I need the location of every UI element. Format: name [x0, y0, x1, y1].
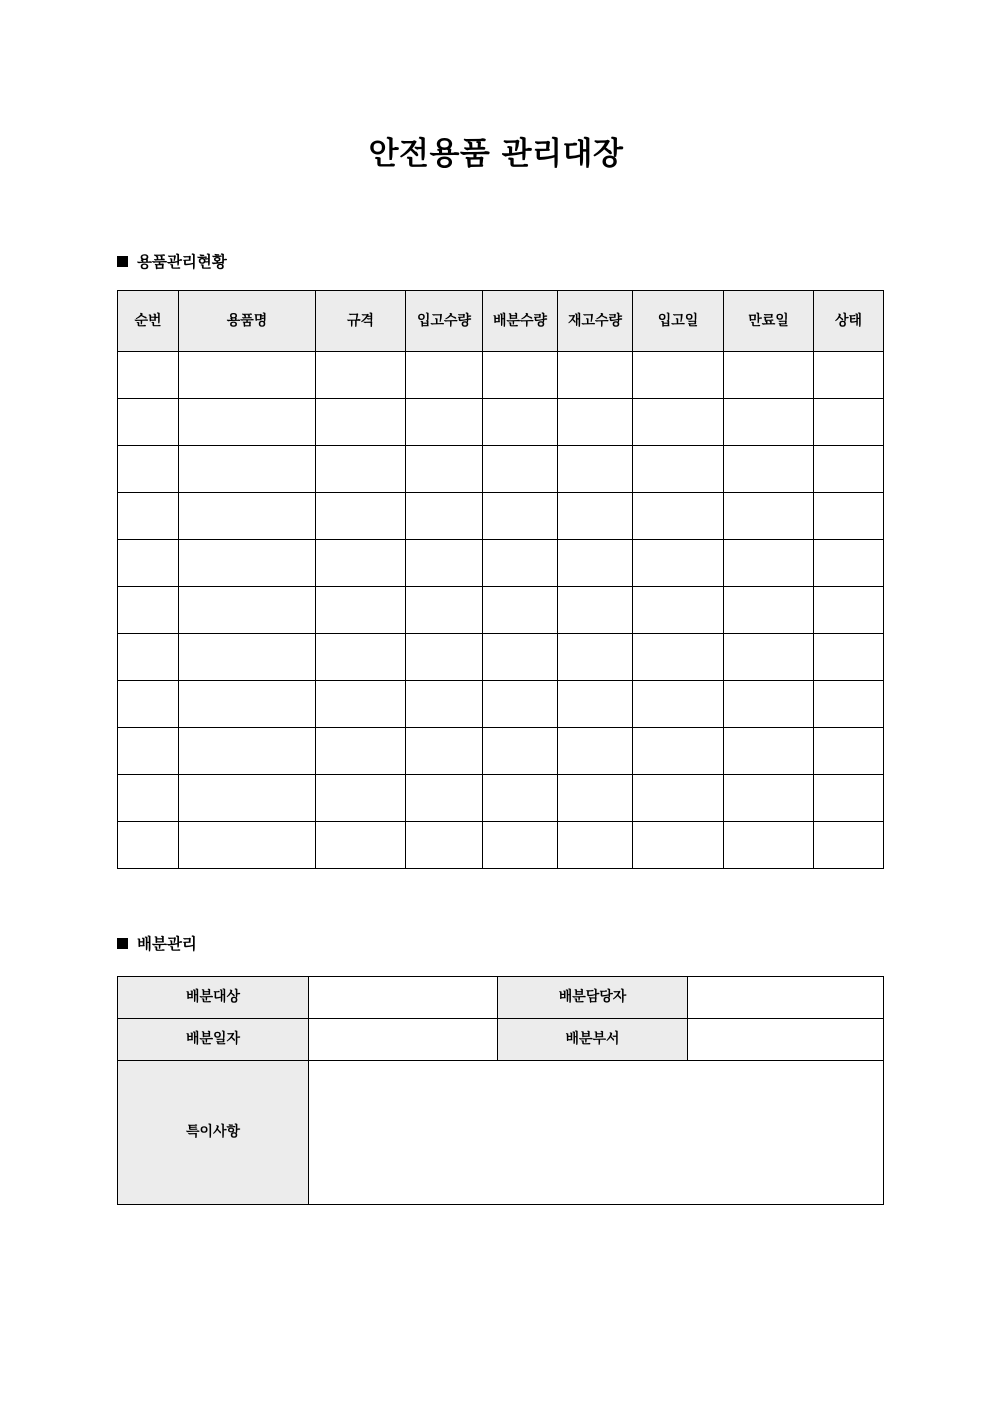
table-cell[interactable] — [814, 728, 884, 775]
table-row — [118, 634, 884, 681]
table-cell[interactable] — [483, 493, 558, 540]
table-cell[interactable] — [558, 493, 633, 540]
table-cell[interactable] — [814, 822, 884, 869]
table-row — [118, 540, 884, 587]
square-bullet-icon — [117, 256, 128, 267]
table-cell[interactable] — [406, 634, 483, 681]
table-cell[interactable] — [179, 728, 316, 775]
table-cell[interactable] — [118, 399, 179, 446]
table-cell[interactable] — [814, 493, 884, 540]
table-cell[interactable] — [179, 775, 316, 822]
table-cell[interactable] — [483, 728, 558, 775]
table-cell[interactable] — [179, 352, 316, 399]
table-cell[interactable] — [633, 540, 724, 587]
table-row — [118, 446, 884, 493]
table-cell[interactable] — [814, 587, 884, 634]
table-cell[interactable] — [724, 587, 814, 634]
table-cell[interactable] — [633, 681, 724, 728]
table-cell[interactable] — [633, 822, 724, 869]
table-cell[interactable] — [406, 446, 483, 493]
table-cell[interactable] — [558, 587, 633, 634]
table-cell[interactable] — [483, 446, 558, 493]
column-header-item-name: 용품명 — [179, 291, 316, 352]
table-cell[interactable] — [406, 352, 483, 399]
table-cell[interactable] — [316, 775, 406, 822]
table-cell[interactable] — [724, 540, 814, 587]
table-cell[interactable] — [633, 446, 724, 493]
table-cell[interactable] — [724, 634, 814, 681]
table-cell[interactable] — [316, 634, 406, 681]
table-cell[interactable] — [558, 775, 633, 822]
table-cell[interactable] — [483, 587, 558, 634]
table-cell[interactable] — [179, 634, 316, 681]
table-cell[interactable] — [483, 634, 558, 681]
column-header-sequence: 순번 — [118, 291, 179, 352]
table-cell[interactable] — [316, 446, 406, 493]
table-cell[interactable] — [406, 587, 483, 634]
table-cell[interactable] — [118, 587, 179, 634]
table-cell[interactable] — [724, 728, 814, 775]
table-cell[interactable] — [406, 540, 483, 587]
table-row-special-notes — [118, 1061, 884, 1205]
table-cell[interactable] — [483, 399, 558, 446]
column-header-stock-qty: 재고수량 — [558, 291, 633, 352]
column-header-status: 상태 — [814, 291, 884, 352]
field-label-special-notes: 특이사항 — [118, 1061, 309, 1205]
table-cell[interactable] — [814, 775, 884, 822]
table-cell[interactable] — [633, 399, 724, 446]
table-cell[interactable] — [179, 587, 316, 634]
table-row — [118, 822, 884, 869]
table-row — [118, 728, 884, 775]
table-cell[interactable] — [179, 493, 316, 540]
table-cell[interactable] — [406, 822, 483, 869]
table-row — [118, 493, 884, 540]
table-cell[interactable] — [406, 493, 483, 540]
table-cell[interactable] — [179, 399, 316, 446]
distribution-management-table — [117, 976, 884, 1205]
column-header-inbound-date: 입고일 — [633, 291, 724, 352]
table-cell[interactable] — [406, 399, 483, 446]
table-cell[interactable] — [118, 634, 179, 681]
table-cell[interactable] — [633, 493, 724, 540]
column-header-inbound-qty: 입고수량 — [406, 291, 483, 352]
table-cell[interactable] — [814, 352, 884, 399]
table-cell[interactable] — [316, 587, 406, 634]
table-cell[interactable] — [406, 728, 483, 775]
table-cell[interactable] — [118, 728, 179, 775]
table-cell[interactable] — [483, 352, 558, 399]
table-cell[interactable] — [558, 634, 633, 681]
table-cell[interactable] — [814, 399, 884, 446]
table-cell[interactable] — [483, 681, 558, 728]
column-header-distributed-qty: 배분수량 — [483, 291, 558, 352]
table-cell[interactable] — [558, 540, 633, 587]
table-cell[interactable] — [406, 681, 483, 728]
table-cell[interactable] — [558, 352, 633, 399]
table-cell[interactable] — [118, 822, 179, 869]
table-cell[interactable] — [316, 399, 406, 446]
table-cell[interactable] — [633, 634, 724, 681]
table-row-distribution-date — [118, 1019, 884, 1061]
table-row — [118, 681, 884, 728]
table-cell[interactable] — [633, 775, 724, 822]
table-cell[interactable] — [118, 681, 179, 728]
table-row — [118, 352, 884, 399]
table-row-distribution-target — [118, 977, 884, 1019]
table-header-row — [118, 291, 884, 352]
table-cell[interactable] — [724, 681, 814, 728]
table-cell[interactable] — [558, 399, 633, 446]
field-value-special-notes[interactable] — [309, 1061, 884, 1205]
section-heading-supplies-label: 용품관리현황 — [137, 253, 227, 271]
table-cell[interactable] — [558, 681, 633, 728]
table-cell[interactable] — [118, 540, 179, 587]
table-cell[interactable] — [118, 493, 179, 540]
table-cell[interactable] — [316, 352, 406, 399]
field-value-distribution-department[interactable] — [688, 1019, 884, 1061]
table-cell[interactable] — [406, 775, 483, 822]
table-cell[interactable] — [316, 540, 406, 587]
field-label-distribution-target: 배분대상 — [118, 977, 309, 1019]
table-cell[interactable] — [179, 446, 316, 493]
field-value-distribution-manager[interactable] — [688, 977, 884, 1019]
page-title: 안전용품 관리대장 — [368, 136, 624, 172]
table-cell[interactable] — [724, 822, 814, 869]
table-cell[interactable] — [814, 446, 884, 493]
table-cell[interactable] — [633, 587, 724, 634]
table-cell[interactable] — [316, 822, 406, 869]
field-value-distribution-date[interactable] — [309, 1019, 498, 1061]
table-cell[interactable] — [724, 775, 814, 822]
table-cell[interactable] — [724, 493, 814, 540]
table-cell[interactable] — [118, 446, 179, 493]
table-cell[interactable] — [179, 681, 316, 728]
table-cell[interactable] — [724, 352, 814, 399]
table-cell[interactable] — [558, 446, 633, 493]
table-cell[interactable] — [558, 728, 633, 775]
table-row — [118, 775, 884, 822]
table-cell[interactable] — [118, 352, 179, 399]
table-cell[interactable] — [483, 775, 558, 822]
table-cell[interactable] — [633, 352, 724, 399]
table-row — [118, 399, 884, 446]
section-heading-distribution — [117, 932, 197, 954]
table-row — [118, 587, 884, 634]
square-bullet-icon — [117, 938, 128, 949]
column-header-expiry-date: 만료일 — [724, 291, 814, 352]
field-label-distribution-manager: 배분담당자 — [498, 977, 688, 1019]
table-cell[interactable] — [483, 540, 558, 587]
field-label-distribution-department: 배분부서 — [498, 1019, 688, 1061]
table-cell[interactable] — [633, 728, 724, 775]
table-cell[interactable] — [724, 446, 814, 493]
table-cell[interactable] — [558, 822, 633, 869]
field-value-distribution-target[interactable] — [309, 977, 498, 1019]
table-cell[interactable] — [316, 681, 406, 728]
section-heading-supplies — [117, 250, 227, 272]
section-heading-distribution-label: 배분관리 — [137, 935, 197, 953]
table-cell[interactable] — [316, 493, 406, 540]
table-cell[interactable] — [814, 540, 884, 587]
column-header-specification: 규격 — [316, 291, 406, 352]
table-cell[interactable] — [179, 822, 316, 869]
table-cell[interactable] — [179, 540, 316, 587]
supplies-management-table — [117, 290, 884, 869]
supplies-table-body — [118, 352, 884, 869]
table-cell[interactable] — [118, 775, 179, 822]
table-cell[interactable] — [316, 728, 406, 775]
table-cell[interactable] — [483, 822, 558, 869]
table-cell[interactable] — [814, 681, 884, 728]
field-label-distribution-date: 배분일자 — [118, 1019, 309, 1061]
table-cell[interactable] — [724, 399, 814, 446]
table-cell[interactable] — [814, 634, 884, 681]
